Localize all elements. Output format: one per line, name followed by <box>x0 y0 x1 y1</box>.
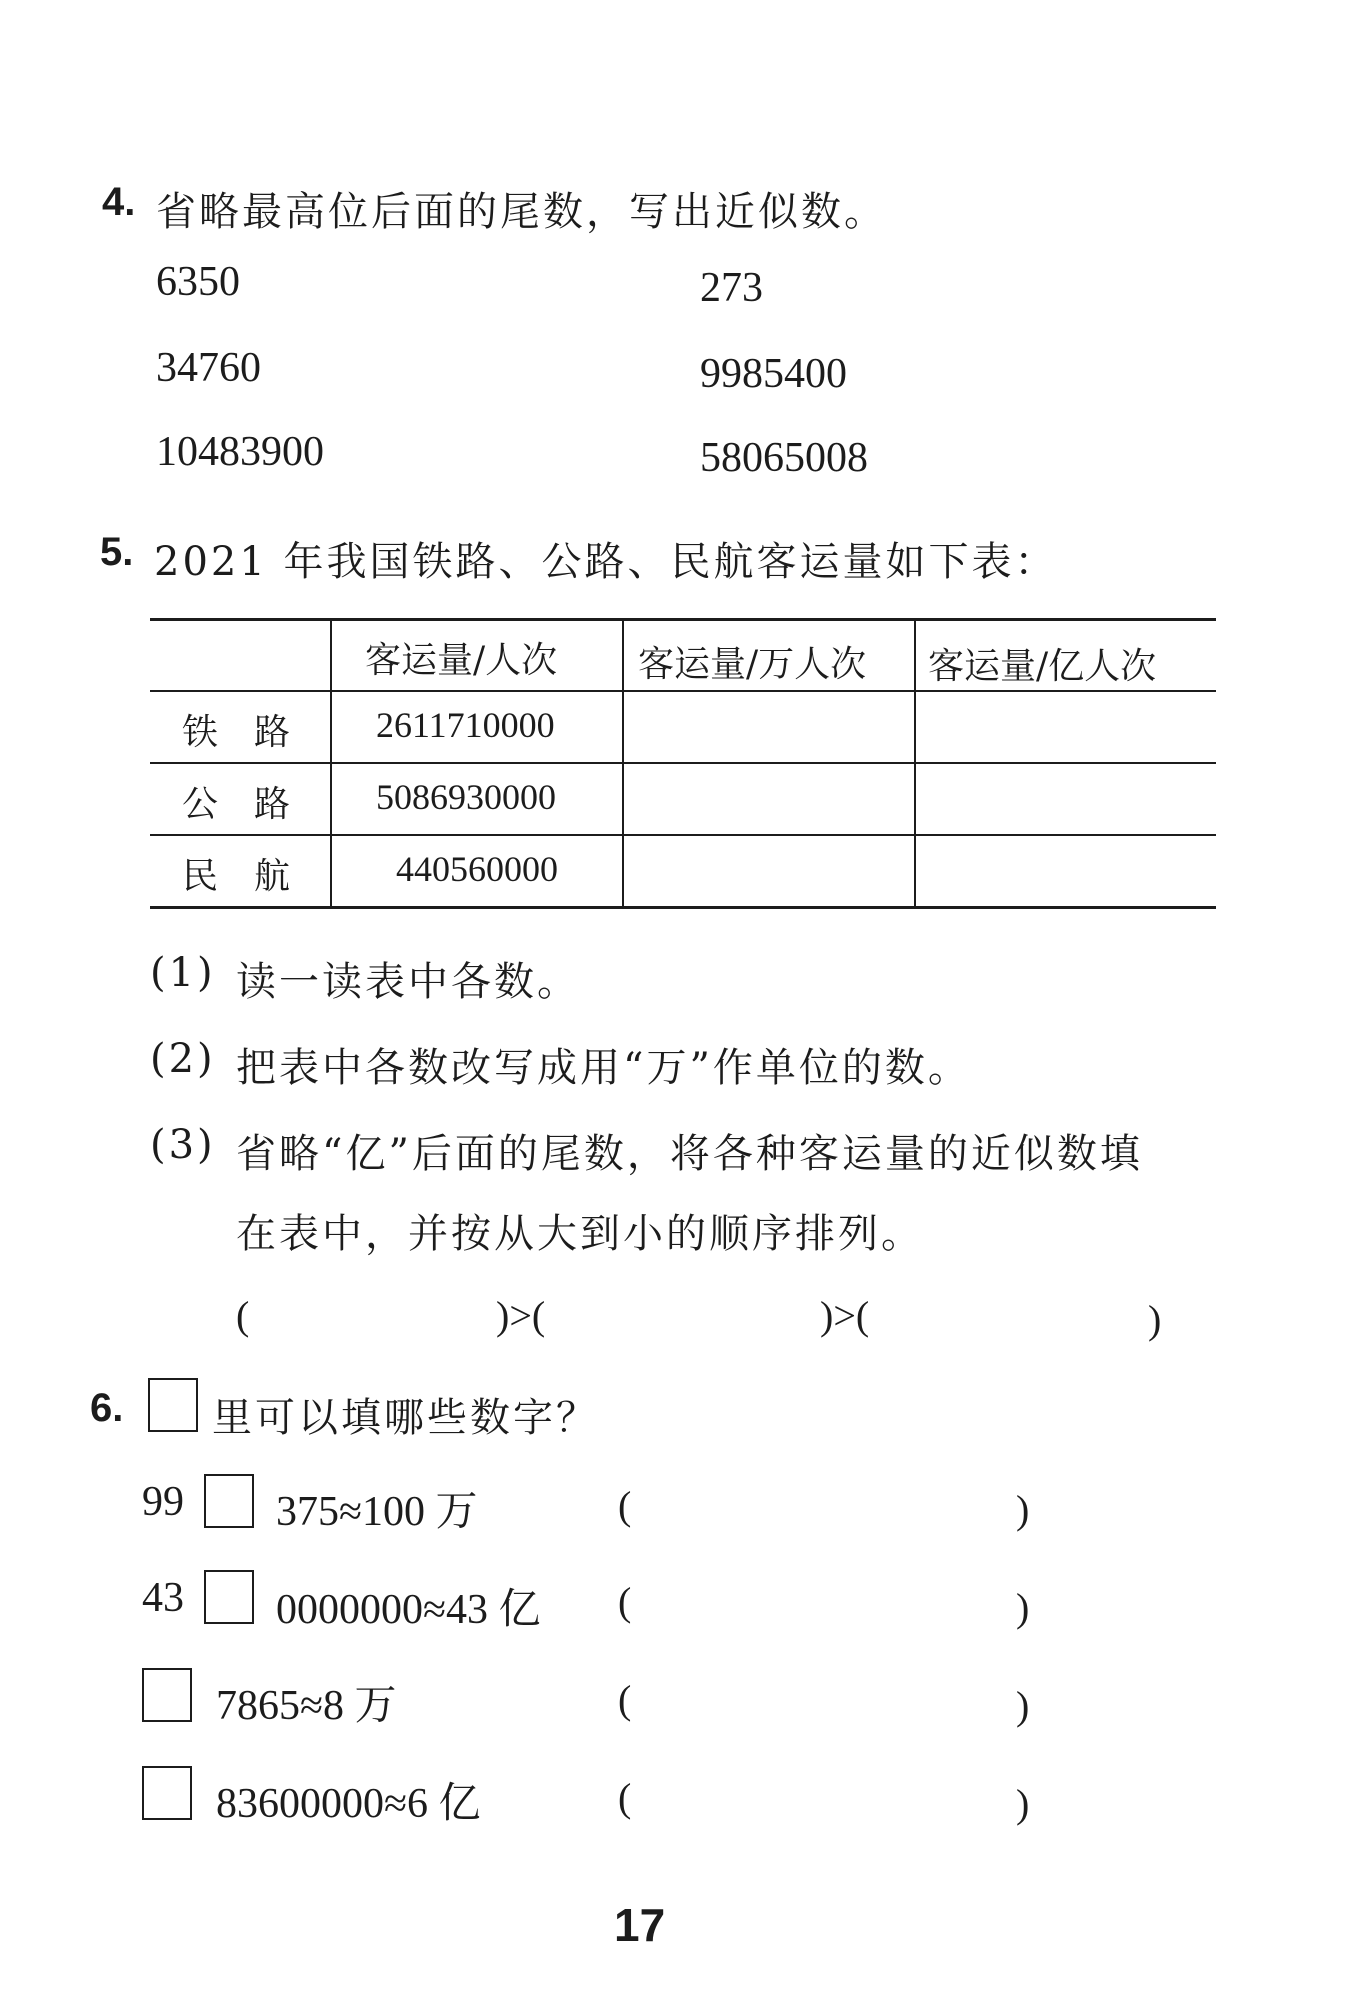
q6-text: 里可以填哪些数字？ <box>212 1395 599 1441</box>
q6-item3-paren-close: ) <box>1016 1683 1030 1728</box>
q4-text: 省略最高位后面的尾数，写出近似数。 <box>156 189 887 235</box>
table-top-rule <box>150 618 1216 621</box>
table-col-rule <box>330 618 332 908</box>
q6-number: 6. <box>90 1386 124 1430</box>
q5-sub1-text: 读一读表中各数。 <box>236 959 580 1005</box>
q6-item2-suffix: 0000000≈43 亿 <box>276 1587 541 1633</box>
q4-item-4: 9985400 <box>700 351 847 397</box>
table-header-cell: 客运量/万人次 <box>638 644 867 685</box>
q6-item2-paren-close: ) <box>1016 1585 1030 1630</box>
q5-sub2-text: 把表中各数改写成用“万”作单位的数。 <box>236 1045 971 1091</box>
q6-item2-paren-open: ( <box>618 1579 632 1624</box>
q6-item1-suffix: 375≈100 万 <box>276 1489 478 1535</box>
q5-sub3-line1: 省略“亿”后面的尾数，将各种客运量的近似数填 <box>236 1131 1143 1177</box>
table-bottom-rule <box>150 906 1216 909</box>
q5-sub2-number: (2) <box>150 1036 216 1082</box>
q6-item3-suffix: 7865≈8 万 <box>216 1683 397 1729</box>
q4-item-1: 6350 <box>156 259 240 305</box>
page-number: 17 <box>614 1899 666 1951</box>
table-row-value: 2611710000 <box>376 705 555 745</box>
table-header-cell: 客运量/亿人次 <box>928 646 1157 687</box>
order-blank-2-close: )>( <box>820 1293 870 1338</box>
q6-item2-prefix: 43 <box>142 1575 184 1621</box>
q4-item-2: 273 <box>700 265 763 311</box>
order-blank-3-close: ) <box>1148 1297 1162 1342</box>
digit-box[interactable] <box>142 1766 192 1820</box>
table-row-label: 民 航 <box>182 856 291 897</box>
table-row-rule <box>150 834 1216 836</box>
q6-item1-paren-close: ) <box>1016 1487 1030 1532</box>
table-header-rule <box>150 690 1216 692</box>
digit-box-example <box>148 1378 198 1432</box>
table-header-cell: 客运量/人次 <box>365 640 558 681</box>
q5-sub3-number: (3) <box>150 1122 216 1168</box>
q4-number: 4. <box>102 180 136 224</box>
q4-item-3: 34760 <box>156 345 261 391</box>
table-col-rule <box>914 618 916 908</box>
table-row-label: 公 路 <box>182 784 291 825</box>
digit-box[interactable] <box>204 1570 254 1624</box>
q5-sub3-line2: 在表中，并按从大到小的顺序排列。 <box>236 1211 924 1257</box>
table-row-value: 5086930000 <box>376 777 556 817</box>
table-row-value: 440560000 <box>396 849 558 889</box>
order-blank-1-close: )>( <box>496 1293 546 1338</box>
table-row-label: 铁 路 <box>182 712 291 753</box>
q6-item3-paren-open: ( <box>618 1677 632 1722</box>
table-row-rule <box>150 762 1216 764</box>
q4-item-6: 58065008 <box>700 435 868 481</box>
q5-text: 2021 年我国铁路、公路、民航客运量如下表： <box>154 539 1058 585</box>
q5-number: 5. <box>100 530 134 574</box>
digit-box[interactable] <box>142 1668 192 1722</box>
q4-item-5: 10483900 <box>156 429 324 475</box>
q6-item1-prefix: 99 <box>142 1479 184 1525</box>
q6-item4-suffix: 83600000≈6 亿 <box>216 1781 481 1827</box>
q6-item4-paren-close: ) <box>1016 1781 1030 1826</box>
digit-box[interactable] <box>204 1474 254 1528</box>
q5-sub1-number: (1) <box>150 950 216 996</box>
q6-item4-paren-open: ( <box>618 1775 632 1820</box>
table-col-rule <box>622 618 624 908</box>
q6-item1-paren-open: ( <box>618 1483 632 1528</box>
order-blank-1-open: ( <box>236 1293 250 1338</box>
